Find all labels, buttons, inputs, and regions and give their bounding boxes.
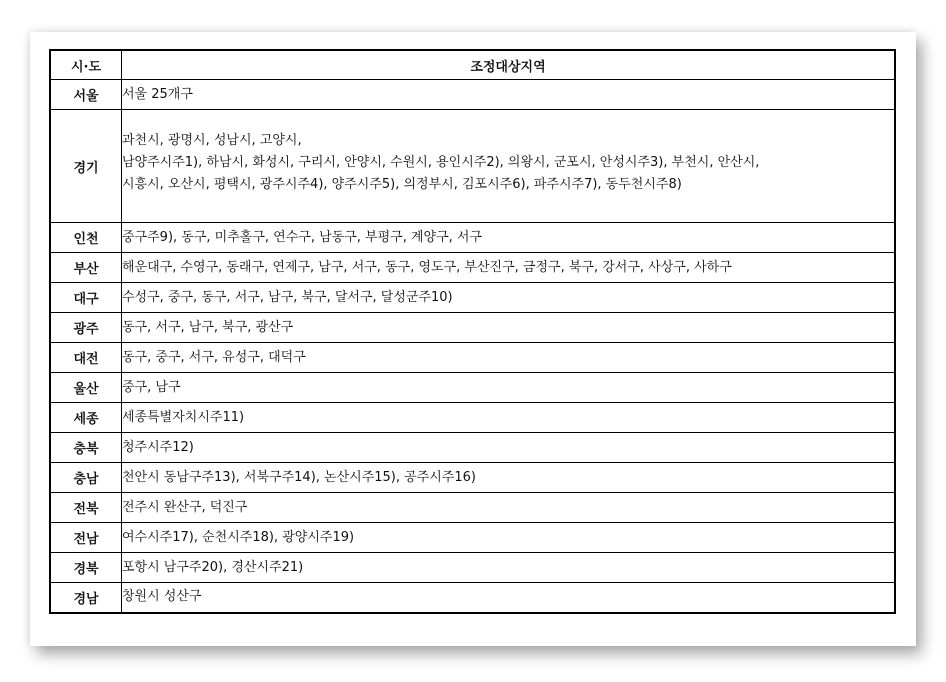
header-region: 시·도 [50,50,122,80]
areas-cell [122,493,896,523]
areas-cell [122,403,896,433]
regulated-areas-table [49,49,896,614]
table-row [50,110,895,223]
areas-cell [122,223,896,253]
region-cell: 대전 [50,343,122,373]
table-row [50,583,895,613]
areas-cell [122,80,896,110]
areas-line: 중구, 남구 [122,379,181,395]
areas-cell [122,463,896,493]
table-header-row [50,50,895,80]
areas-cell [122,343,896,373]
areas-cell [122,373,896,403]
areas-line: 전주시 완산구, 덕진구 [122,499,248,515]
areas-cell [122,283,896,313]
region-cell: 광주 [50,313,122,343]
areas-line: 해운대구, 수영구, 동래구, 연제구, 남구, 서구, 동구, 영도구, 부산진구, 금정구, 북구, 강서구, 사상구, 사하구 [122,259,732,275]
areas-line: 수성구, 중구, 동구, 서구, 남구, 북구, 달서구, 달성군주10) [122,289,453,305]
areas-cell [122,433,896,463]
areas-cell [122,583,896,613]
areas-line: 남양주시주1), 하남시, 화성시, 구리시, 안양시, 수원시, 용인시주2), 의왕시, 군포시, 안성시주3), 부천시, 안산시, [122,155,760,170]
areas-line: 청주시주12) [122,439,194,455]
region-cell: 전남 [50,523,122,553]
areas-line: 창원시 성산구 [122,589,202,605]
table-row [50,313,895,343]
table-row [50,463,895,493]
region-cell: 전북 [50,493,122,523]
areas-line: 동구, 서구, 남구, 북구, 광산구 [122,319,294,335]
table-row [50,523,895,553]
areas-line: 여수시주17), 순천시주18), 광양시주19) [122,529,355,545]
region-cell: 인천 [50,223,122,253]
region-cell: 충북 [50,433,122,463]
table-row [50,253,895,283]
table-row [50,433,895,463]
region-cell: 충남 [50,463,122,493]
areas-line: 중구주9), 동구, 미추홀구, 연수구, 남동구, 부평구, 계양구, 서구 [122,229,483,245]
areas-line: 서울 25개구 [122,86,193,102]
table-body [50,80,895,613]
areas-cell [122,313,896,343]
table-row [50,343,895,373]
table-row [50,373,895,403]
areas-line: 동구, 중구, 서구, 유성구, 대덕구 [122,349,306,365]
document-frame [30,32,916,646]
areas-cell [122,110,896,223]
areas-line: 천안시 동남구주13), 서북구주14), 논산시주15), 공주시주16) [122,469,476,485]
region-cell: 대구 [50,283,122,313]
region-cell: 서울 [50,80,122,110]
table-row [50,223,895,253]
table-row [50,403,895,433]
table-row [50,493,895,523]
region-cell: 부산 [50,253,122,283]
region-cell: 경남 [50,583,122,613]
region-cell: 울산 [50,373,122,403]
areas-line: 포항시 남구주20), 경산시주21) [122,559,304,575]
region-cell: 경기 [50,110,122,223]
areas-cell [122,253,896,283]
region-cell: 경북 [50,553,122,583]
header-areas: 조정대상지역 [122,50,896,80]
areas-line: 과천시, 광명시, 성남시, 고양시, [122,133,302,148]
region-cell: 세종 [50,403,122,433]
areas-line: 시흥시, 오산시, 평택시, 광주시주4), 양주시주5), 의정부시, 김포시주6), 파주시주7), 동두천시주8) [122,177,682,192]
areas-cell [122,523,896,553]
table-row [50,80,895,110]
table-row [50,283,895,313]
table-row [50,553,895,583]
areas-cell [122,553,896,583]
areas-line: 세종특별자치시주11) [122,409,245,425]
